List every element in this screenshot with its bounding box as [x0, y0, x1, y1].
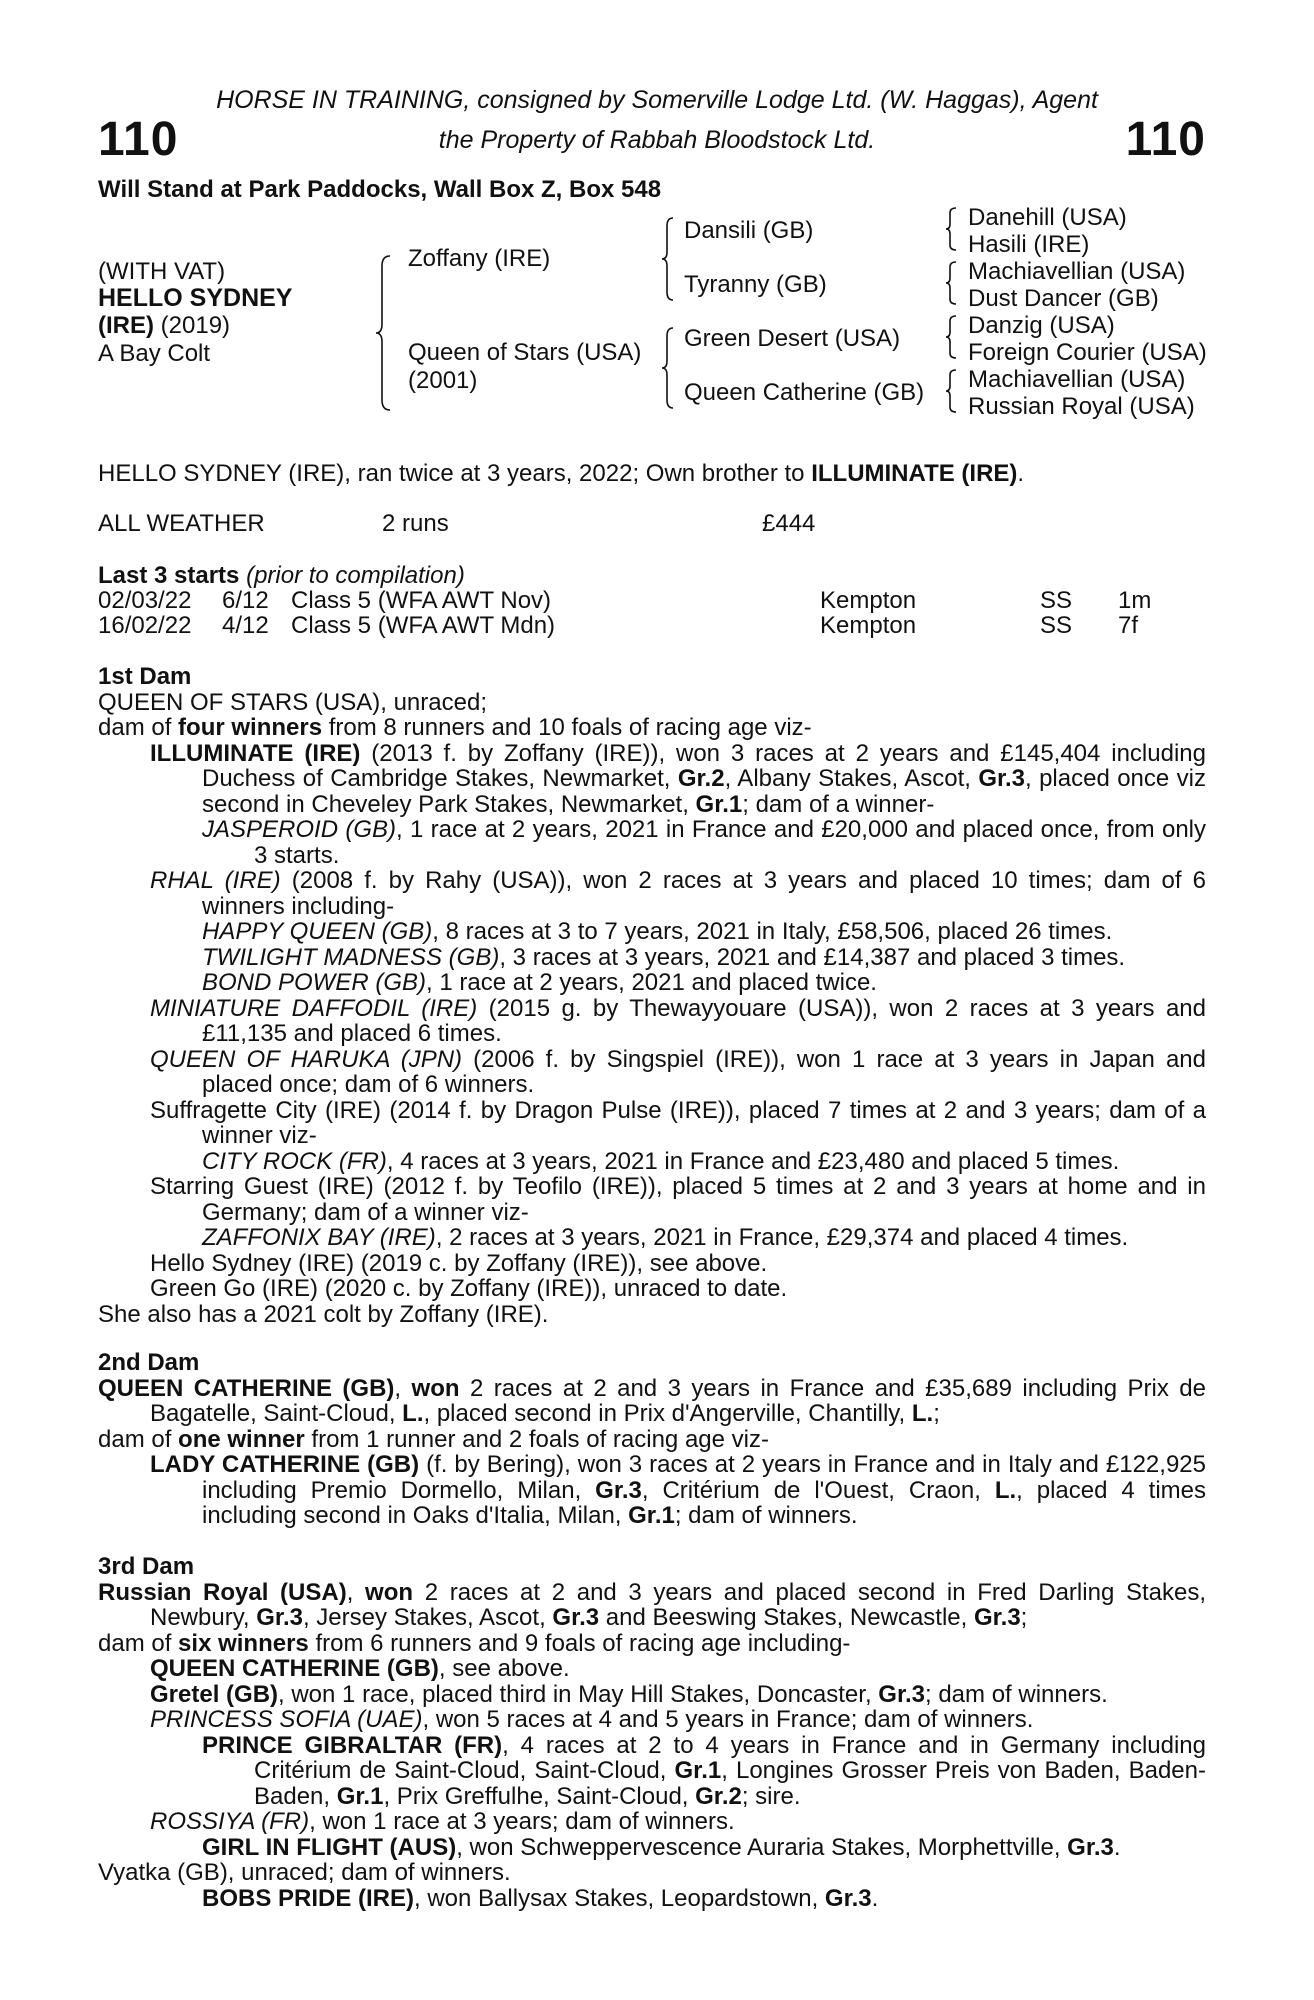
horse-year: (2019): [154, 312, 231, 339]
start-distance: 1m: [1118, 587, 1152, 614]
horse-origin-year: [98, 312, 230, 340]
first-dam-section: [98, 664, 1206, 1327]
pedigree-brace-g2: [944, 260, 958, 306]
stand-location: Will Stand at Park Paddocks, Wall Box Z, Box 548: [98, 176, 662, 203]
record-surface: ALL WEATHER: [98, 510, 265, 537]
produce-note: She also has a 2021 colt by Zoffany (IRE).: [98, 1300, 549, 1328]
grandproduce-entry: PRINCE GIBRALTAR (FR), 4 races at 2 to 4 years in France and in Germany including Critérium de Saint-Cloud, Saint-Cloud, Gr.1, Longines Grosser Preis von Baden, Baden-Baden, Gr.1, Prix Greffulhe, Saint-Cloud, Gr.2; sire.: [202, 1731, 1207, 1810]
horse-name: HELLO SYDNEY: [98, 284, 293, 312]
produce-entry: ROSSIYA (FR), won 1 race at 3 years; dam of winners.: [150, 1808, 735, 1835]
race-summary: [98, 460, 1024, 488]
start-going: SS: [1040, 587, 1073, 614]
second-dam-produce: dam of one winner from 1 runner and 2 foals of racing age viz-: [98, 1425, 769, 1453]
pedigree-sire-dam: Tyranny (GB): [684, 271, 827, 298]
grandproduce-entry: ZAFFONIX BAY (IRE), 2 races at 3 years, 2021 in France, £29,374 and placed 4 times.: [202, 1224, 1129, 1251]
second-dam-heading: 2nd Dam: [98, 1349, 200, 1376]
summary-text: HELLO SYDNEY (IRE), ran twice at 3 years, 2022; Own brother to: [98, 460, 812, 487]
start-race: Class 5 (WFA AWT Mdn): [291, 612, 556, 639]
second-dam-section: [98, 1350, 1206, 1529]
pedigree-brace-dam: [660, 326, 676, 410]
start-race: Class 5 (WFA AWT Nov): [291, 587, 552, 614]
produce-entry: RHAL (IRE) (2008 f. by Rahy (USA)), won 2 races at 3 years and placed 10 times; dam of 6 winners including-: [150, 867, 1206, 920]
last-starts-note: (prior to compilation): [239, 562, 465, 589]
start-course: Kempton: [820, 587, 917, 614]
pedigree-sire-sire: Dansili (GB): [684, 217, 814, 244]
pedigree-sire: Zoffany (IRE): [408, 245, 551, 272]
produce-entry: Starring Guest (IRE) (2012 f. by Teofilo (IRE)), placed 5 times at 2 and 3 years at home and in Germany; dam of a winner viz-: [150, 1173, 1206, 1226]
first-dam-line: QUEEN OF STARS (USA), unraced;: [98, 688, 487, 716]
pedigree-g7: Machiavellian (USA): [968, 366, 1186, 393]
first-dam-produce: dam of four winners from 8 runners and 10 foals of racing age viz-: [98, 714, 812, 741]
third-dam-section: [98, 1554, 1206, 1911]
pedigree-brace-g3: [944, 314, 958, 360]
pedigree-g2: Hasili (IRE): [968, 231, 1090, 258]
grandproduce-entry: GIRL IN FLIGHT (AUS), won Schweppervescence Auraria Stakes, Morphettville, Gr.3.: [202, 1833, 1121, 1861]
start-position: 4/12: [222, 612, 269, 639]
produce-entry: Hello Sydney (IRE) (2019 c. by Zoffany (IRE)), see above.: [150, 1249, 768, 1277]
horse-description: A Bay Colt: [98, 340, 211, 367]
pedigree-g1: Danehill (USA): [968, 204, 1127, 231]
pedigree-g4: Dust Dancer (GB): [968, 285, 1159, 312]
start-position: 6/12: [222, 587, 269, 614]
produce-entry: ILLUMINATE (IRE) (2013 f. by Zoffany (IRE)), won 3 races at 2 years and £145,404 including Duchess of Cambridge Stakes, Newmarket, Gr.2, Albany Stakes, Ascot, Gr.3, placed once viz second in Cheveley Park Stakes, Newmarket, Gr.1; dam of a winner-: [150, 739, 1206, 818]
record-runs: 2 runs: [382, 510, 449, 537]
produce-entry: Gretel (GB), won 1 race, placed third in May Hill Stakes, Doncaster, Gr.3; dam of winners.: [150, 1680, 1108, 1708]
pedigree-dam-year: (2001): [408, 367, 478, 394]
lot-number-left: 110: [98, 113, 179, 166]
grandproduce-entry: BOBS PRIDE (IRE), won Ballysax Stakes, Leopardstown, Gr.3.: [202, 1884, 879, 1912]
produce-entry: Green Go (IRE) (2020 c. by Zoffany (IRE)), unraced to date.: [150, 1275, 788, 1302]
record-earnings: £444: [762, 510, 816, 537]
produce-entry: MINIATURE DAFFODIL (IRE) (2015 g. by Thewayyouare (USA)), won 2 races at 3 years and £11,135 and placed 6 times.: [150, 994, 1206, 1047]
grandproduce-entry: BOND POWER (GB), 1 race at 2 years, 2021 and placed twice.: [202, 969, 877, 996]
pedigree-brace-g1: [944, 206, 958, 252]
second-dam-line: QUEEN CATHERINE (GB), won 2 races at 2 and 3 years in France and £35,689 including Prix de Bagatelle, Saint-Cloud, L., placed second in Prix d'Angerville, Chantilly, L.;: [98, 1374, 1206, 1427]
start-going: SS: [1040, 612, 1073, 639]
start-distance: 7f: [1118, 612, 1139, 639]
vat-note: (WITH VAT): [98, 258, 226, 285]
last-starts-heading: [98, 562, 465, 590]
start-date: 02/03/22: [98, 587, 192, 614]
pedigree-brace-g4: [944, 368, 958, 414]
summary-sibling: ILLUMINATE (IRE): [811, 460, 1018, 487]
start-course: Kempton: [820, 612, 917, 639]
last-starts-title: Last 3 starts: [98, 562, 240, 589]
owner-line: the Property of Rabbah Bloodstock Ltd.: [438, 126, 876, 154]
pedigree-dam-sire: Green Desert (USA): [684, 325, 901, 352]
pedigree-g5: Danzig (USA): [968, 312, 1115, 339]
produce-entry: QUEEN CATHERINE (GB), see above.: [150, 1655, 570, 1682]
pedigree-brace-main: [374, 254, 394, 412]
grandproduce-entry: CITY ROCK (FR), 4 races at 3 years, 2021 in France and £23,480 and placed 5 times.: [202, 1147, 1120, 1175]
pedigree-g3: Machiavellian (USA): [968, 258, 1186, 285]
produce-entry: QUEEN OF HARUKA (JPN) (2006 f. by Singspiel (IRE)), won 1 race at 3 years in Japan and placed once; dam of 6 winners.: [150, 1045, 1206, 1098]
pedigree-dam: Queen of Stars (USA): [408, 339, 642, 366]
consignment-line: HORSE IN TRAINING, consigned by Somerville Lodge Ltd. (W. Haggas), Agent: [216, 86, 1098, 114]
pedigree-g8: Russian Royal (USA): [968, 393, 1195, 420]
grandproduce-entry: HAPPY QUEEN (GB), 8 races at 3 to 7 years, 2021 in Italy, £58,506, placed 26 times.: [202, 918, 1113, 945]
horse-country: (IRE): [98, 312, 154, 339]
grandproduce-entry: JASPEROID (GB), 1 race at 2 years, 2021 in France and £20,000 and placed once, from only 3 starts.: [202, 816, 1206, 869]
first-dam-heading: 1st Dam: [98, 663, 192, 690]
third-dam-line: Russian Royal (USA), won 2 races at 2 and 3 years and placed second in Fred Darling Stakes, Newbury, Gr.3, Jersey Stakes, Ascot, Gr.3 and Beeswing Stakes, Newcastle, Gr.3;: [98, 1578, 1206, 1631]
third-dam-heading: 3rd Dam: [98, 1553, 195, 1580]
produce-entry: Vyatka (GB), unraced; dam of winners.: [98, 1859, 511, 1886]
lot-number-right: 110: [1125, 113, 1206, 166]
produce-entry: Suffragette City (IRE) (2014 f. by Dragon Pulse (IRE)), placed 7 times at 2 and 3 years; dam of a winner viz-: [150, 1096, 1206, 1149]
pedigree-g6: Foreign Courier (USA): [968, 339, 1207, 366]
summary-end: .: [1017, 460, 1025, 487]
pedigree-brace-sire: [660, 216, 676, 302]
pedigree-dam-dam: Queen Catherine (GB): [684, 379, 925, 406]
third-dam-produce: dam of six winners from 6 runners and 9 foals of racing age including-: [98, 1629, 851, 1657]
start-date: 16/02/22: [98, 612, 192, 639]
produce-entry: LADY CATHERINE (GB) (f. by Bering), won 3 races at 2 years in France and in Italy and £122,925 including Premio Dormello, Milan, Gr.3, Critérium de l'Ouest, Craon, L., placed 4 times including second in Oaks d'Italia, Milan, Gr.1; dam of winners.: [150, 1451, 1206, 1529]
produce-entry: PRINCESS SOFIA (UAE), won 5 races at 4 and 5 years in France; dam of winners.: [150, 1706, 1034, 1733]
grandproduce-entry: TWILIGHT MADNESS (GB), 3 races at 3 years, 2021 and £14,387 and placed 3 times.: [202, 943, 1126, 971]
